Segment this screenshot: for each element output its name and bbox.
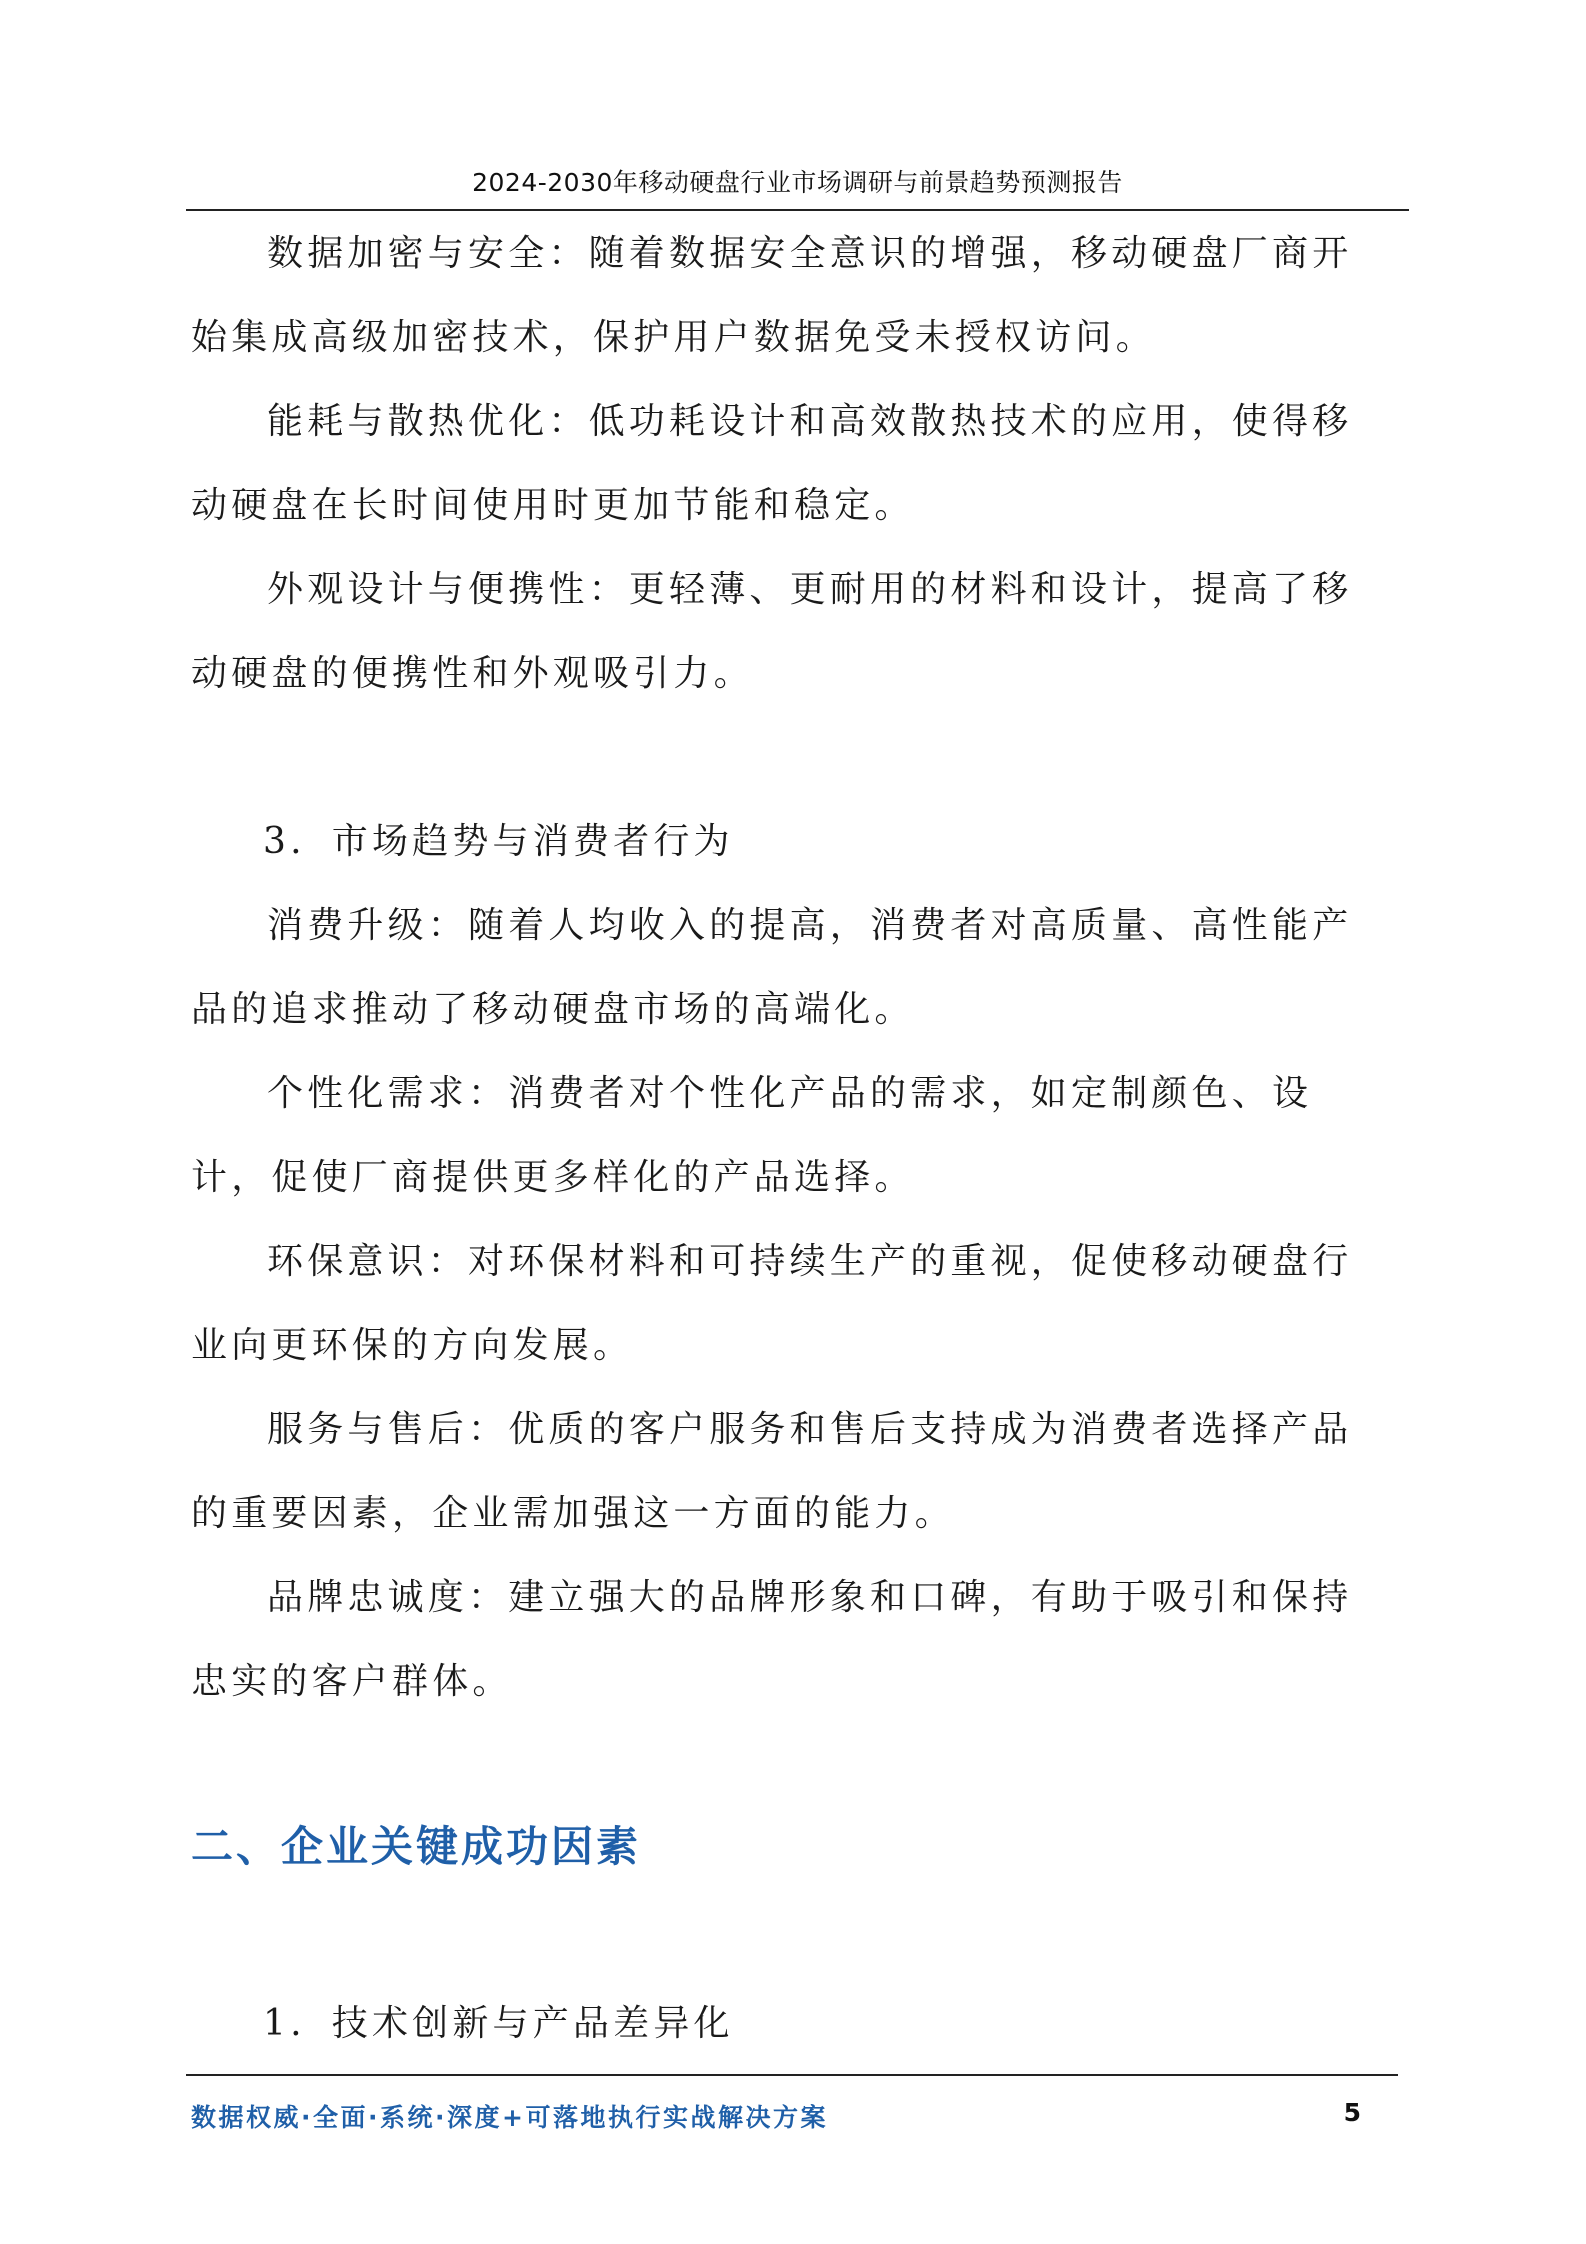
paragraph-design-portability: 外观设计与便携性：更轻薄、更耐用的材料和设计，提高了移动硬盘的便携性和外观吸引力。 <box>191 569 1353 694</box>
header-divider <box>186 209 1409 211</box>
footer-slogan: 数据权威·全面·系统·深度+可落地执行实战解决方案 <box>191 2103 828 2132</box>
footer-divider <box>186 2074 1398 2076</box>
paragraph-personalization: 个性化需求：消费者对个性化产品的需求，如定制颜色、设计，促使厂商提供更多样化的产品选择。 <box>191 1073 1313 1198</box>
paragraph-environmental: 环保意识：对环保材料和可持续生产的重视，促使移动硬盘行业向更环保的方向发展。 <box>191 1241 1353 1366</box>
paragraph-service-aftersales: 服务与售后：优质的客户服务和售后支持成为消费者选择产品的重要因素，企业需加强这一方面的能力。 <box>191 1409 1353 1534</box>
page-number: 5 <box>1343 2098 1361 2127</box>
paragraph-consumption-upgrade: 消费升级：随着人均收入的提高，消费者对高质量、高性能产品的追求推动了移动硬盘市场的高端化。 <box>191 905 1353 1030</box>
paragraph-power-cooling: 能耗与散热优化：低功耗设计和高效散热技术的应用，使得移动硬盘在长时间使用时更加节能和稳定。 <box>191 401 1353 526</box>
subheading-label: 技术创新与产品差异化 <box>331 2003 734 2044</box>
subheading-market-trends <box>263 800 734 884</box>
subheading-number: 3. <box>263 821 306 862</box>
section-heading-key-success-factors: 二、企业关键成功因素 <box>191 1822 642 1871</box>
subheading-label: 市场趋势与消费者行为 <box>331 821 734 862</box>
subheading-tech-innovation <box>263 1982 734 2066</box>
paragraph-data-encryption: 数据加密与安全：随着数据安全意识的增强，移动硬盘厂商开始集成高级加密技术，保护用户数据免受未授权访问。 <box>191 233 1353 358</box>
header-title: 2024-2030年移动硬盘行业市场调研与前景趋势预测报告 <box>472 168 1123 197</box>
paragraph-brand-loyalty: 品牌忠诚度：建立强大的品牌形象和口碑，有助于吸引和保持忠实的客户群体。 <box>191 1577 1353 1702</box>
subheading-number: 1. <box>263 2003 306 2044</box>
